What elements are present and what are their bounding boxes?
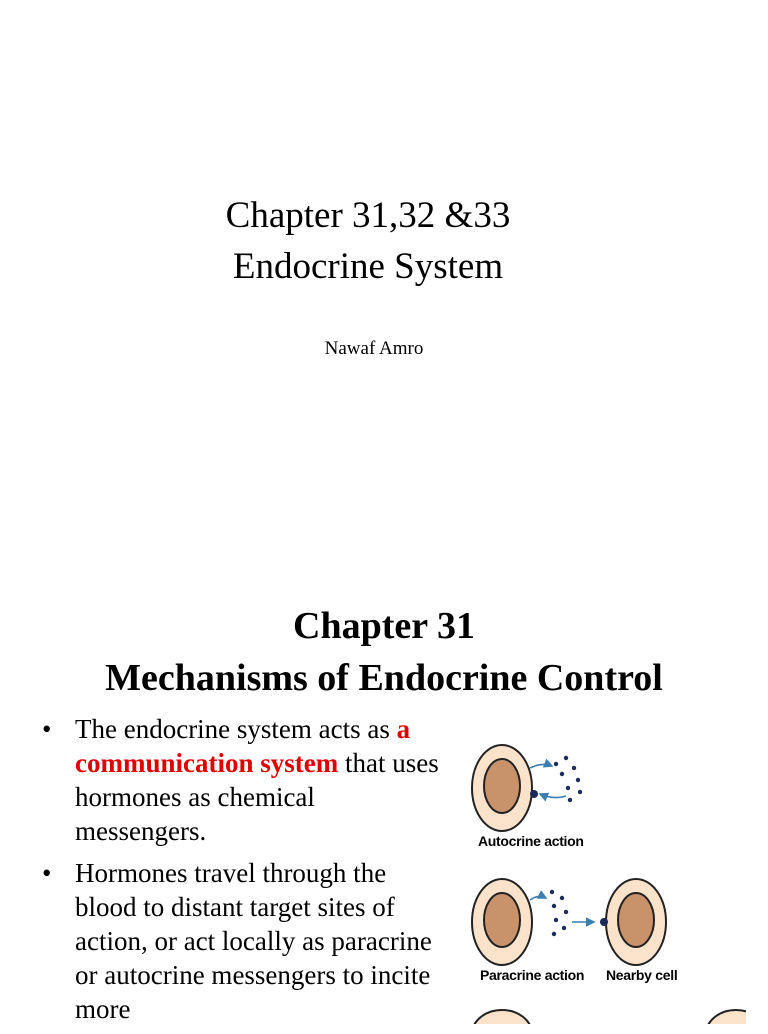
content-slide xyxy=(0,590,768,1024)
bullet-highlight: a communication system xyxy=(75,714,411,778)
heading-line-1: Chapter 31 xyxy=(293,605,475,647)
bottom-cell-right xyxy=(706,1010,746,1024)
bullet-dot-icon: • xyxy=(42,858,52,888)
receptor-icon xyxy=(530,790,538,798)
title-line-1: Chapter 31,32 &33 xyxy=(225,195,511,236)
slide-title xyxy=(0,190,736,292)
receptor-icon xyxy=(600,918,608,926)
title-line-2: Endocrine System xyxy=(232,246,504,287)
slide-heading xyxy=(0,600,768,704)
bullet-text-before: The endocrine system acts as xyxy=(75,714,397,744)
paracrine-messengers xyxy=(550,890,568,936)
binding-arrow-icon xyxy=(540,794,566,798)
secretion-arrow-icon xyxy=(530,896,546,900)
autocrine-cell xyxy=(472,745,538,831)
paracrine-label: Paracrine action xyxy=(480,967,585,983)
bullet-text: Hormones travel through the blood to distant target sites of action, or act locally as paracrine or autocrine messengers to incite more xyxy=(75,858,432,1024)
bottom-cell-left xyxy=(472,1010,532,1024)
bullet-item xyxy=(42,856,452,1026)
nearby-label: Nearby cell xyxy=(606,967,678,983)
paracrine-cell xyxy=(472,879,532,965)
bullet-dot-icon: • xyxy=(42,714,52,744)
autocrine-messengers xyxy=(554,756,582,802)
author-name: Nawaf Amro xyxy=(324,338,424,359)
bullet-list xyxy=(42,712,452,1034)
bullet-text-after: that uses hormones as chemical messengers. xyxy=(75,748,439,846)
nearby-cell xyxy=(600,879,666,965)
heading-line-2: Mechanisms of Endocrine Control xyxy=(105,657,663,699)
bullet-item xyxy=(42,712,452,848)
signaling-diagram xyxy=(466,734,746,1024)
autocrine-label: Autocrine action xyxy=(478,833,584,849)
secretion-arrow-icon xyxy=(530,764,552,768)
